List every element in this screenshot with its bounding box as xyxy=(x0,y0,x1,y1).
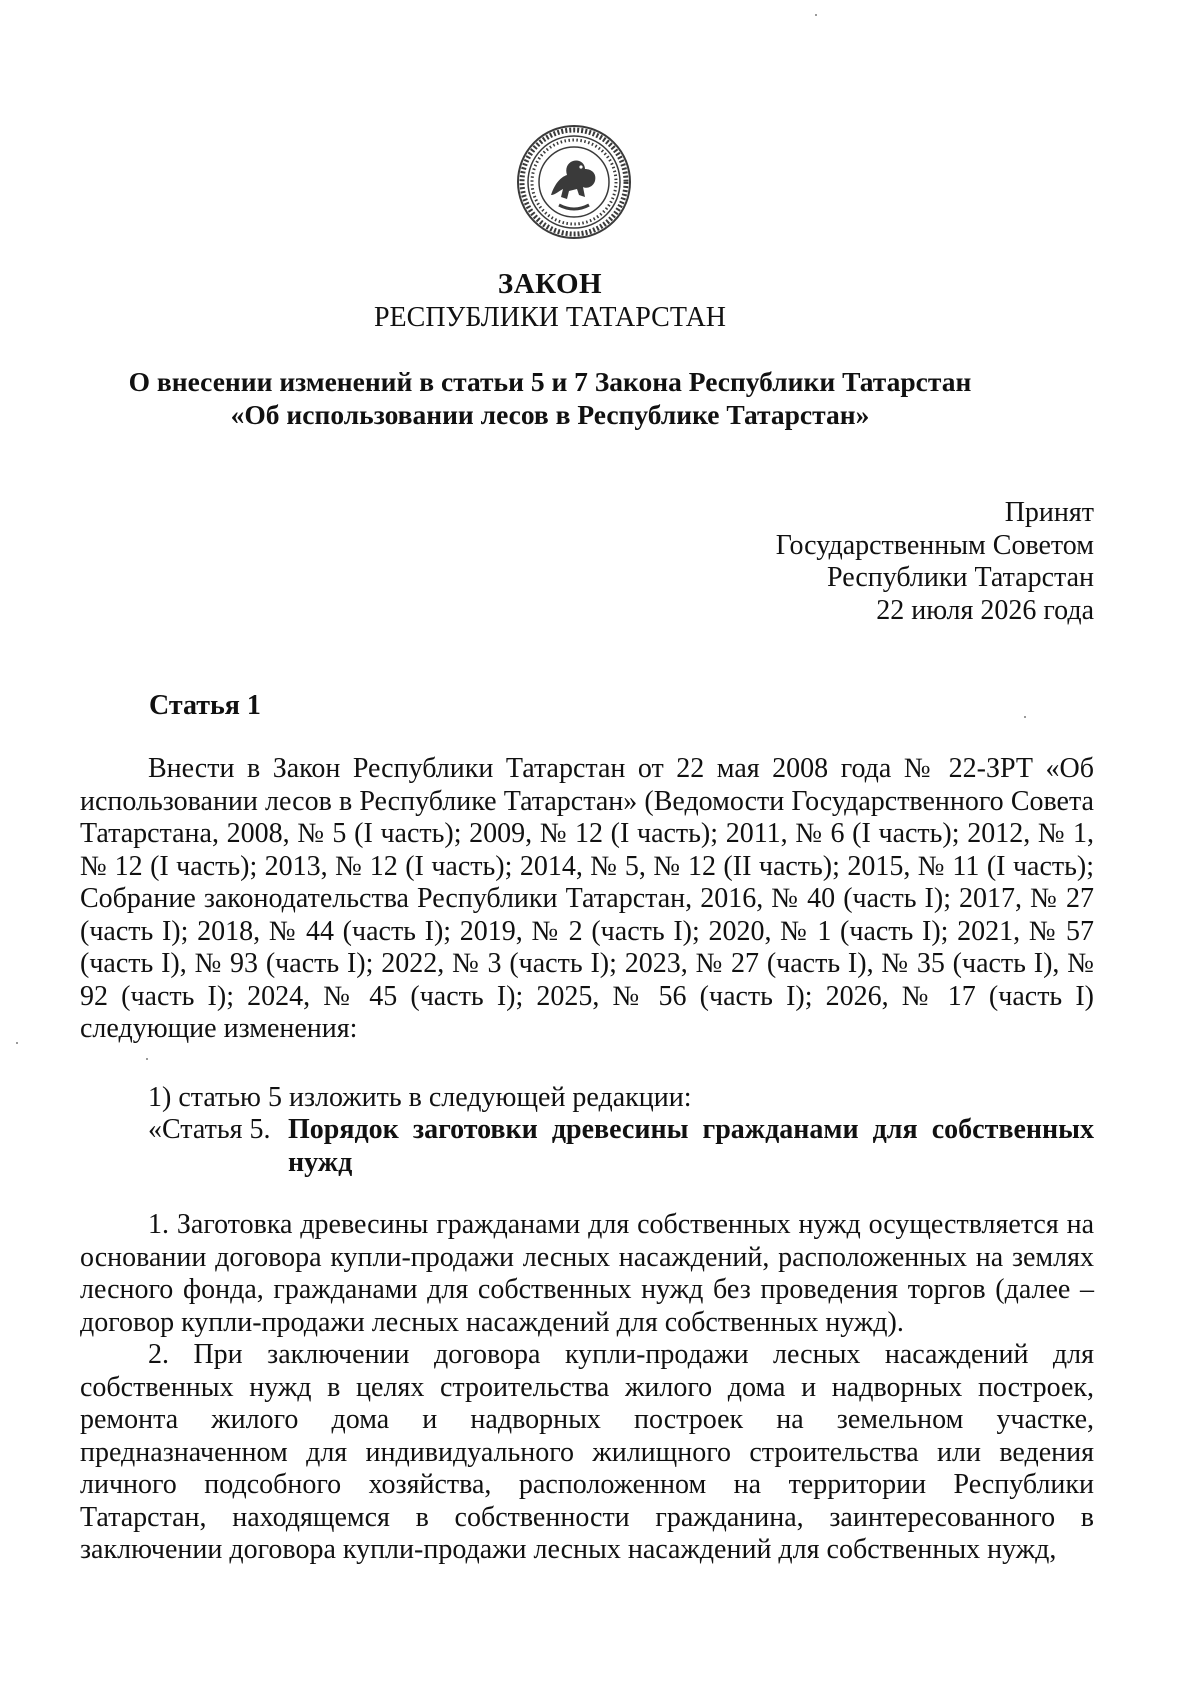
adoption-line: Принят xyxy=(1004,497,1094,528)
article-heading: Статья 1 xyxy=(149,690,261,721)
article5-label: «Статья 5. xyxy=(148,1114,271,1145)
law-title-line: О внесении изменений в статьи 5 и 7 Закона Республики Татарстан xyxy=(128,366,972,397)
article5-point-1: 1. Заготовка древесины гражданами для собственных нужд осуществляется на основании договора купли-продажи лесных насаждений, расположенных на землях лесного фонда, гражданами для собственных нужд без проведения торгов (далее – договор купли-продажи лесных насаждений для собственных нужд). xyxy=(80,1209,1094,1338)
republic-heading: РЕСПУБЛИКИ ТАТАРСТАН xyxy=(373,302,727,333)
scan-speck xyxy=(1024,716,1026,718)
adoption-date: 22 июля 2026 года xyxy=(876,594,1094,626)
scan-speck xyxy=(16,1042,18,1044)
adoption-line: Государственным Советом xyxy=(775,529,1094,561)
law-title-line: «Об использовании лесов в Республике Татарстан» xyxy=(230,399,870,430)
scan-speck xyxy=(146,1058,148,1060)
adoption-block xyxy=(776,497,1094,627)
article-intro-paragraph: Внести в Закон Республики Татарстан от 22 мая 2008 года № 22-ЗРТ «Об использовании лесов в Республике Татарстан» (Ведомости Государственного Совета Татарстана, 2008, № 5 (I часть); 2009, № 12 (I часть); 2011, № 6 (I часть); 2012, № 1, № 12 (I часть); 2013, № 12 (I часть); 2014, № 5, № 12 (II часть); 2015, № 11 (I часть); Собрание законодательства Республики Татарстан, 2016, № 40 (часть I); 2017, № 27 (часть I); 2018, № 44 (часть I); 2019, № 2 (часть I); 2020, № 1 (часть I); 2021, № 57 (часть I), № 93 (часть I); 2022, № 3 (часть I); 2023, № 27 (часть I), № 35 (часть I), № 92 (часть I); 2024, № 45 (часть I); 2025, № 56 (часть I); 2026, № 17 (часть I) следующие изменения: xyxy=(80,753,1094,1044)
coat-of-arms-icon xyxy=(515,123,633,241)
scan-speck xyxy=(815,14,817,16)
article5-point-2: 2. При заключении договора купли-продажи лесных насаждений для собственных нужд в целях строительства жилого дома и надворных построек, ремонта жилого дома и надворных построек на земельном участке, предназначенном для индивидуального жилищного строительства или ведения личного подсобного хозяйства, расположенном на территории Республики Татарстан, находящемся в собственности гражданина, заинтересованного в заключении договора купли-продажи лесных насаждений для собственных нужд, xyxy=(80,1339,1094,1565)
amendment-item: 1) статью 5 изложить в следующей редакции: xyxy=(148,1082,692,1113)
adoption-line: Республики Татарстан xyxy=(827,562,1094,593)
document-type-heading: ЗАКОН xyxy=(497,268,603,300)
article5-title: Порядок заготовки древесины гражданами для собственных нужд xyxy=(288,1114,1094,1178)
law-title xyxy=(0,365,1100,431)
